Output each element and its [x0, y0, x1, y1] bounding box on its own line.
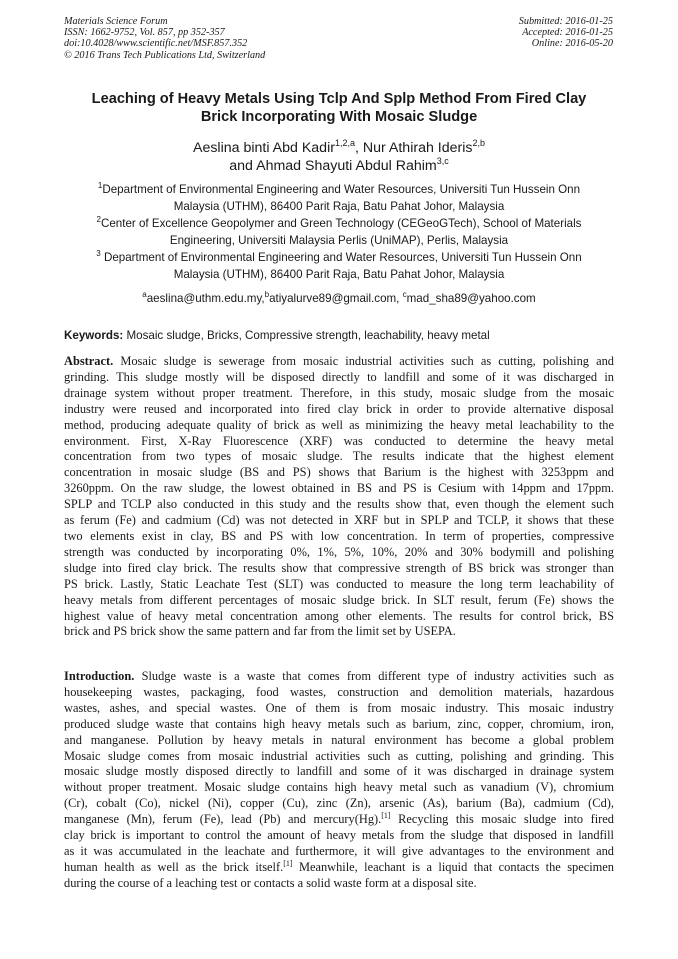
intro-line [64, 669, 614, 685]
author-name: Aeslina binti Abd Kadir [192, 140, 335, 156]
intro-line: without proper treatment. Mosaic sludge contains high heavy metal such as vanadium (V), chromium [64, 780, 614, 795]
citation-ref[interactable]: [1] [283, 858, 293, 868]
affiliation-line [60, 249, 618, 266]
abstract-line: 3260ppm. On the raw sludge, the lowest obtained in BS and PS is Cesium with 14ppm and 17ppm. [64, 481, 614, 496]
introduction-label: Introduction. [64, 669, 135, 683]
title-line: Leaching of Heavy Metals Using Tclp And Splp Method From Fired Clay [91, 91, 587, 107]
intro-line [64, 860, 614, 876]
abstract-line: industry were reused and incorporated into fired clay brick in order to provide alternative disposal [64, 401, 614, 416]
email-list [60, 292, 618, 306]
paper-title [50, 90, 628, 126]
journal-info [64, 16, 364, 61]
abstract-line: as ferum (Fe) and cadmium (Cd) was not detected in XRF but in SPLP and TCLP, it shows that these [64, 513, 614, 528]
issn-line: ISSN: 1662-9752, Vol. 857, pp 352-357 [64, 27, 225, 39]
author-name: Nur Athirah Ideris [362, 140, 473, 156]
intro-line: as it was accumulated in the leachate and furthermore, it will give advantages to the environment and [64, 843, 614, 858]
intro-text: Recycling this mosaic sludge into fired [390, 812, 614, 827]
intro-line: Mosaic sludge comes from mosaic industrial activities such as cutting, polishing and grinding. This [64, 748, 614, 763]
affiliation-number: 2 [96, 215, 101, 224]
author-affiliation-mark: 1,2,a [334, 138, 355, 148]
abstract-line: strength was conducted by incorporating 0%, 1%, 5%, 10%, 20% and 30% bodymill and polishing [64, 544, 614, 559]
author-affiliation-mark: 2,b [472, 138, 485, 148]
abstract-label: Abstract. [64, 354, 114, 368]
email-link[interactable]: aeslina@uthm.edu.my, [146, 292, 265, 305]
abstract-line: grinding. This sludge mostly will be disposed directly to landfill and some of it was discharged in [64, 369, 614, 384]
abstract-line: concentration from two types of mosaic sludge. The results indicate that the highest element [64, 449, 614, 464]
intro-line: housekeeping wastes, packaging, food wastes, construction and demolition materials, hazardous [64, 684, 614, 699]
author-conjunction: and [229, 158, 257, 174]
abstract-line: concentration in mosaic sludge (BS and PS) shows that Barium is the highest with 3253ppm and [64, 465, 614, 480]
keywords-text: Mosaic sludge, Bricks, Compressive strength, leachability, heavy metal [123, 329, 490, 342]
abstract-line: SPLP and TCLP also conducted in this study and the results show that, even though the element such [64, 497, 614, 512]
intro-line [64, 812, 614, 828]
email-link[interactable]: mad_sha89@yahoo.com [406, 292, 536, 305]
intro-line: (Cr), cobalt (Co), nickel (Ni), copper (Cu), zinc (Zn), arsenic (As), barium (Ba), cadmium (Cd), [64, 796, 614, 811]
submitted-date: Submitted: 2016-01-25 [518, 16, 613, 27]
online-date: Online: 2016-05-20 [531, 38, 613, 50]
title-line: Brick Incorporating With Mosaic Sludge [200, 109, 478, 125]
affiliation-line: Malaysia (UTHM), 86400 Parit Raja, Batu Pahat Johor, Malaysia [173, 268, 505, 281]
author-list [60, 139, 618, 175]
abstract-line: brick and PS brick show the same pattern and far from the limit set by USEPA. [64, 624, 456, 639]
affiliation-text: Department of Environmental Engineering and Water Resources, Universiti Tun Hussein Onn [102, 183, 581, 196]
author-affiliation-mark: 3,c [436, 156, 449, 166]
intro-line: clay brick is important to control the amount of heavy metals from the sludge that disposed in landfill [64, 828, 614, 843]
affiliation-line [60, 181, 618, 198]
accepted-date: Accepted: 2016-01-25 [522, 27, 613, 39]
author-line [60, 139, 618, 157]
copyright-line: © 2016 Trans Tech Publications Ltd, Switzerland [64, 49, 266, 61]
abstract-line: heavy metals from different percentages of mosaic sludge brick. In SLT result, ferum (Fe) shows the [64, 592, 614, 607]
intro-text: manganese (Mn), ferum (Fe), lead (Pb) and mercury(Hg). [64, 812, 382, 827]
intro-line: mosaic sludge mostly disposed directly to landfill and some of it was discharged in drainage system [64, 764, 614, 779]
email-link[interactable]: atiyalurve89@gmail.com, [269, 292, 400, 305]
citation-ref[interactable]: [1] [381, 811, 391, 821]
intro-line: during the course of a leaching test or contacts a solid waste form at a disposal site. [64, 875, 477, 890]
keywords-label: Keywords: [64, 329, 124, 342]
abstract-line: sludge into fired clay brick. The results show that compressive strength of BS brick was stronger than [64, 560, 614, 575]
intro-line: produced sludge waste that contains high heavy metals such as barium, zinc, copper, chromium, iron, [64, 716, 614, 731]
intro-text: Sludge waste is a waste that comes from different type of industry activities such as [134, 669, 614, 683]
affiliation-line: Engineering, Universiti Malaysia Perlis (UniMAP), Perlis, Malaysia [169, 234, 509, 247]
affiliation-line [60, 215, 618, 232]
doi-line[interactable]: doi:10.4028/www.scientific.net/MSF.857.352 [64, 38, 248, 50]
abstract-line [64, 354, 614, 370]
intro-text: Meanwhile, leachant is a liquid that contacts the specimen [292, 859, 614, 874]
journal-name: Materials Science Forum [64, 16, 168, 27]
affiliation-list [60, 181, 618, 283]
intro-line: and manganese. Pollution by heavy metals in natural environment has become a global problem [64, 732, 614, 747]
email-mark: a [142, 290, 147, 299]
intro-text: human health as well as the brick itself. [64, 859, 284, 874]
author-name: Ahmad Shayuti Abdul Rahim [256, 158, 437, 174]
abstract-line: drainage system without proper treatment. Therefore, in this study, mosaic sludge from the mosaic [64, 385, 614, 400]
keywords [64, 329, 619, 343]
affiliation-line: Malaysia (UTHM), 86400 Parit Raja, Batu Pahat Johor, Malaysia [173, 200, 505, 213]
submission-dates [393, 16, 613, 50]
author-line [60, 157, 618, 175]
email-mark: b [264, 290, 270, 299]
introduction-section [64, 669, 614, 892]
email-mark: c [402, 290, 407, 299]
affiliation-text: Center of Excellence Geopolymer and Green Technology (CEGeoGTech), School of Materials [100, 217, 582, 230]
abstract-section [64, 354, 614, 640]
abstract-line: two elements exist in clay, BS and PS with low concentration. In term of properties, compressive [64, 528, 614, 543]
abstract-line: method, producing adequate quality of brick as well as minimizing the heavy metal leachability to the [64, 417, 614, 432]
abstract-line: environment. First, X-Ray Fluorescence (XRF) was conducted to determine the heavy metal [64, 433, 614, 448]
affiliation-number: 3 [96, 249, 101, 258]
affiliation-number: 1 [97, 181, 103, 190]
abstract-text: Mosaic sludge is sewerage from mosaic industrial activities such as cutting, polishing and [113, 354, 614, 368]
abstract-line: PS brick. Lastly, Static Leachate Test (SLT) was conducted to measure the long term leachability of [64, 576, 614, 591]
affiliation-text: Department of Environmental Engineering and Water Resources, Universiti Tun Hussein Onn [100, 251, 582, 264]
abstract-line: highest value of heavy metal concentration among other elements. The results for control brick, BS [64, 608, 614, 623]
author-separator: , [354, 140, 363, 156]
intro-line: wastes, ashes, and special wastes. One of them is from mosaic industry. This mosaic industry [64, 700, 614, 715]
